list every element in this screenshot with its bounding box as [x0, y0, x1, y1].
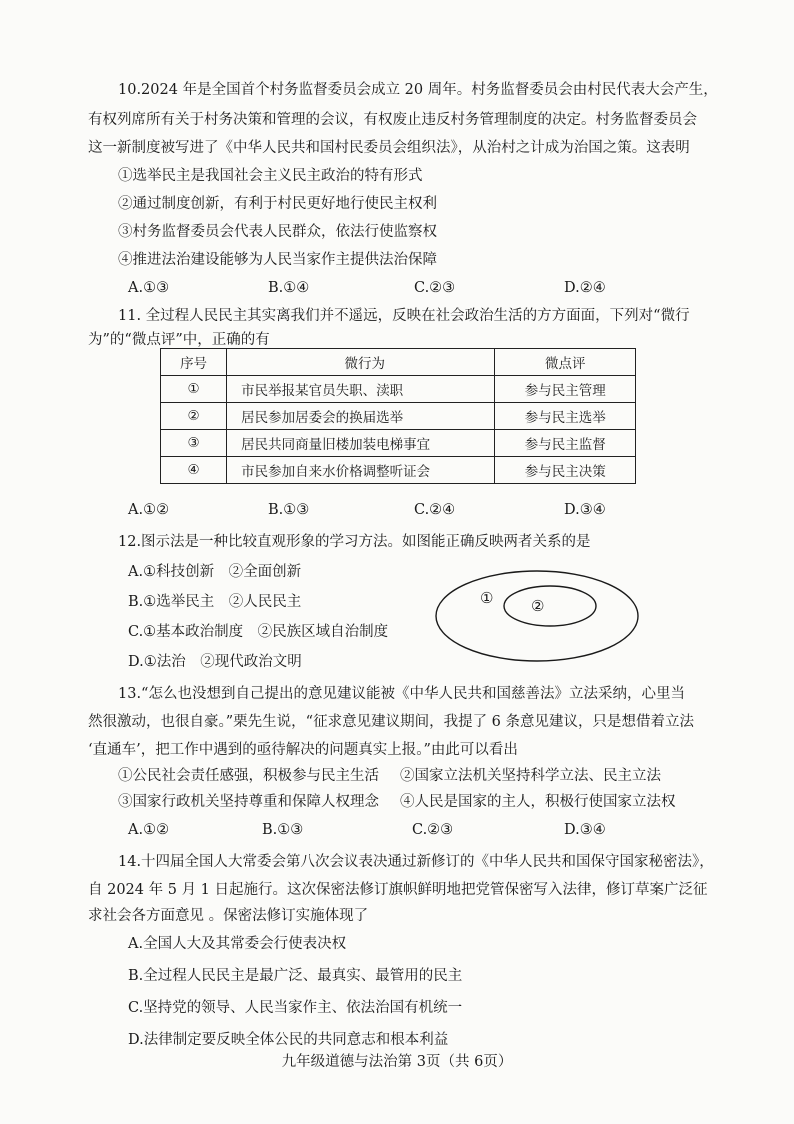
table-cell: 参与民主选举: [495, 403, 636, 430]
inner-ellipse: [504, 586, 596, 626]
q12-option-c: C.①基本政治制度 ②民族区域自治制度: [128, 624, 389, 640]
q10-item-3: ③村务监督委员会代表人民群众，依法行使监察权: [118, 224, 437, 240]
inner-label: ②: [531, 597, 545, 615]
q10-item-4: ④推进法治建设能够为人民当家作主提供法治保障: [118, 252, 437, 268]
q14-option-c: C.坚持党的领导、人民当家作主、依法治国有机统一: [128, 1000, 463, 1016]
q11-choice-c: C.②④: [414, 502, 456, 518]
q13-stem-line1: 13.“怎么也没想到自己提出的意见建议能被《中华人民共和国慈善法》立法采纳，心里当: [118, 686, 685, 702]
q11-table: [160, 348, 636, 484]
q12-option-a: A.①科技创新 ②全面创新: [128, 564, 302, 580]
table-row: [161, 457, 636, 484]
q11-stem-line1: 11. 全过程人民民主其实离我们并不遥远，反映在社会政治生活的方方面面，下列对“微行: [118, 308, 690, 324]
q13-stem-line2: 然很激动，也很自豪。”栗先生说，“征求意见建议期间，我提了 6 条意见建议，只是想借着立法: [88, 714, 695, 730]
q11-choice-a: A.①②: [128, 502, 170, 518]
q13-choice-b: B.①③: [262, 822, 304, 838]
q13-choice-a: A.①②: [128, 822, 170, 838]
q10-choice-d: D.②④: [564, 280, 606, 296]
q12-stem: 12.图示法是一种比较直观形象的学习方法。如图能正确反映两者关系的是: [118, 534, 591, 550]
table-header-row: [161, 349, 636, 376]
q12-venn-diagram: [434, 568, 640, 664]
q11-choice-d: D.③④: [564, 502, 606, 518]
table-cell: 居民参加居委会的换届选举: [227, 403, 495, 430]
table-cell: 市民参加自来水价格调整听证会: [227, 457, 495, 484]
q13-stem-line3: ‘直通车’，把工作中遇到的亟待解决的问题真实上报。”由此可以看出: [88, 742, 518, 758]
outer-ellipse: [436, 571, 638, 661]
table-header-cell: 序号: [161, 349, 227, 376]
q13-choice-d: D.③④: [564, 822, 606, 838]
q13-item-3: ③国家行政机关坚持尊重和保障人权理念: [118, 794, 379, 810]
q12-option-d: D.①法治 ②现代政治文明: [128, 654, 302, 670]
q13-item-1: ①公民社会责任感强，积极参与民主生活: [118, 768, 379, 784]
table-row: [161, 376, 636, 403]
table-row: [161, 403, 636, 430]
table-cell: ①: [161, 376, 227, 403]
q13-choice-c: C.②③: [412, 822, 454, 838]
q10-stem-line2: 有权列席所有关于村务决策和管理的会议，有权废止违反村务管理制度的决定。村务监督委员会: [88, 112, 697, 128]
q14-option-d: D.法律制定要反映全体公民的共同意志和根本利益: [128, 1032, 449, 1048]
q10-item-2: ②通过制度创新，有利于村民更好地行使民主权利: [118, 196, 437, 212]
q10-item-1: ①选举民主是我国社会主义民主政治的特有形式: [118, 168, 423, 184]
q14-stem-line3: 求社会各方面意见 。保密法修订实施体现了: [88, 908, 369, 924]
table-cell: ④: [161, 457, 227, 484]
q10-choice-b: B.①④: [268, 280, 310, 296]
q11-choice-b: B.①③: [268, 502, 310, 518]
q14-stem-line1: 14.十四届全国人大常委会第八次会议表决通过新修订的《中华人民共和国保守国家秘密法》，: [118, 854, 714, 870]
q11-stem-line2: 为”的“微点评”中，正确的有: [88, 332, 270, 348]
table-header-cell: 微行为: [227, 349, 495, 376]
q14-option-b: B.全过程人民民主是最广泛、最真实、最管用的民主: [128, 968, 463, 984]
q10-stem-line3: 这一新制度被写进了《中华人民共和国村民委员会组织法》，从治村之计成为治国之策。这表明: [88, 140, 690, 156]
table-row: [161, 430, 636, 457]
page-footer: 九年级道德与法治第 3页（共 6页）: [281, 1054, 513, 1070]
table-cell: 市民举报某官员失职、渎职: [227, 376, 495, 403]
q14-option-a: A.全国人大及其常委会行使表决权: [128, 936, 347, 952]
q10-choice-c: C.②③: [414, 280, 456, 296]
table-cell: 参与民主监督: [495, 430, 636, 457]
table-header-cell: 微点评: [495, 349, 636, 376]
q12-option-b: B.①选举民主 ②人民民主: [128, 594, 302, 610]
table-cell: 参与民主管理: [495, 376, 636, 403]
q13-item-4: ④人民是国家的主人，积极行使国家立法权: [400, 794, 676, 810]
table-cell: ②: [161, 403, 227, 430]
table-cell: ③: [161, 430, 227, 457]
q10-choice-a: A.①③: [128, 280, 170, 296]
outer-label: ①: [480, 589, 494, 607]
q13-item-2: ②国家立法机关坚持科学立法、民主立法: [400, 768, 661, 784]
q14-stem-line2: 自 2024 年 5 月 1 日起施行。这次保密法修订旗帜鲜明地把党管保密写入法律，修订草案广泛征: [88, 882, 708, 898]
q10-stem-line1: 10.2024 年是全国首个村务监督委员会成立 20 周年。村务监督委员会由村民代表大会产生，: [118, 82, 718, 98]
table-cell: 参与民主决策: [495, 457, 636, 484]
table-cell: 居民共同商量旧楼加装电梯事宜: [227, 430, 495, 457]
